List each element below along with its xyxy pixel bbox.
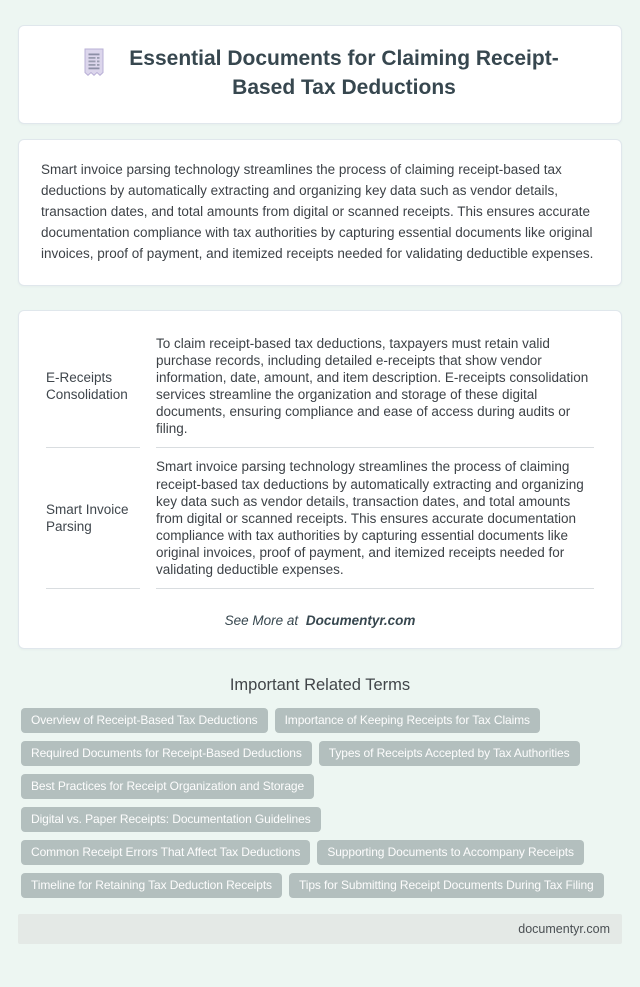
tag-row — [18, 774, 622, 799]
page-title: Essential Documents for Claiming Receipt-Based Tax Deductions — [129, 47, 559, 99]
related-term-tag[interactable]: Digital vs. Paper Receipts: Documentation Guidelines — [21, 807, 321, 832]
summary-text: Smart invoice parsing technology streamlines the process of claiming receipt-based tax deductions by automatically extracting and organizing key data such as vendor details, transaction dates, and total amounts from digital or scanned receipts. This ensures accurate documentation compliance with tax authorities by capturing essential documents like original invoices, proof of payment, and itemized receipts needed for validating deductible expenses. — [41, 161, 594, 261]
terms-table — [30, 325, 610, 590]
term-description: To claim receipt-based tax deductions, taxpayers must retain valid purchase records, including detailed e-receipts that show vendor information, date, amount, and item description. E-receipts consolidation services streamline the organization and storage of these digital documents, ensuring compliance and ease of access during audits or filing. — [156, 325, 594, 449]
tag-row — [18, 741, 622, 766]
related-terms-list — [18, 708, 622, 898]
related-term-tag[interactable]: Types of Receipts Accepted by Tax Authorities — [319, 741, 580, 766]
tag-row — [18, 873, 622, 898]
see-more-text: See More at — [224, 613, 299, 629]
table-row — [46, 325, 594, 449]
receipt-icon — [81, 47, 107, 77]
title-card — [18, 25, 622, 124]
table-row — [46, 448, 594, 589]
term-name: E-Receipts Consolidation — [46, 325, 140, 449]
summary-card — [18, 139, 622, 286]
related-term-tag[interactable]: Overview of Receipt-Based Tax Deductions — [21, 708, 268, 733]
related-term-tag[interactable]: Common Receipt Errors That Affect Tax Deductions — [21, 840, 310, 865]
related-term-tag[interactable]: Best Practices for Receipt Organization and Storage — [21, 774, 314, 799]
related-terms-heading: Important Related Terms — [229, 676, 411, 695]
related-term-tag[interactable]: Timeline for Retaining Tax Deduction Receipts — [21, 873, 282, 898]
related-term-tag[interactable]: Tips for Submitting Receipt Documents During Tax Filing — [289, 873, 604, 898]
see-more-line — [46, 613, 594, 630]
related-term-tag[interactable]: Importance of Keeping Receipts for Tax Claims — [275, 708, 540, 733]
terms-table-card — [18, 310, 622, 650]
term-description: Smart invoice parsing technology streamlines the process of claiming receipt-based tax deductions by automatically extracting and organizing key data such as vendor details, transaction dates, and total amounts from digital or scanned receipts. This ensures accurate documentation compliance with tax authorities by capturing essential documents like original invoices, proof of payment, and itemized receipts needed for validating deductible expenses. — [156, 448, 594, 589]
see-more-site-link[interactable]: Documentyr.com — [305, 613, 416, 629]
related-term-tag[interactable]: Required Documents for Receipt-Based Deductions — [21, 741, 312, 766]
tag-row — [18, 708, 622, 733]
term-name: Smart Invoice Parsing — [46, 448, 140, 589]
related-term-tag[interactable]: Supporting Documents to Accompany Receipts — [317, 840, 584, 865]
footer-site-link[interactable]: documentyr.com — [518, 922, 610, 937]
footer-bar — [18, 914, 622, 944]
tag-row — [18, 807, 622, 832]
tag-row — [18, 840, 622, 865]
